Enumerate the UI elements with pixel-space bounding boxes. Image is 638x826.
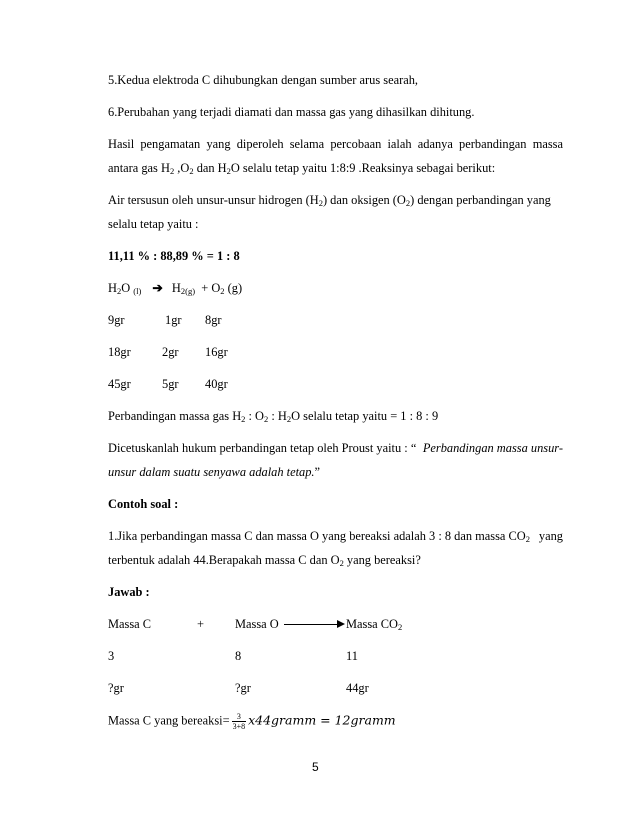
step-5-line: 5.Kedua elektroda C dihubungkan dengan sumber arus searah,: [108, 73, 419, 87]
arrow-head-icon: [337, 620, 345, 628]
step-6-line: 6.Perubahan yang terjadi diamati dan massa gas yang dihasilkan dihitung.: [108, 105, 475, 119]
proust-law-line-2: unsur dalam suatu senyawa adalah tetap.”: [108, 465, 321, 479]
mass-cell: 2gr: [162, 345, 179, 359]
mass-cell: 5gr: [162, 377, 179, 391]
fraction: $\frac{3}{3+8}$: [232, 712, 246, 731]
percentage-ratio: 11,11 % : 88,89 % = 1 : 8: [108, 249, 240, 263]
answer-heading: Jawab :: [108, 585, 150, 599]
mass-cell: 8gr: [205, 313, 222, 327]
page-number: 5: [312, 760, 319, 774]
mass-cell: 16gr: [205, 345, 228, 359]
final-calculation: Massa C yang bereaksi= $\frac{3}{3+8}$ x44gramm = 12gramm: [108, 712, 396, 731]
answer-cell: 44gr: [346, 681, 369, 695]
reaction-equation: $H_2O$ $_{(l)}$ ➔ $H_{2(g)} + O_2$ (g): [108, 281, 243, 296]
answer-cell: 8: [235, 649, 242, 663]
mass-cell: 18gr: [108, 345, 131, 359]
proust-law-line-1: Dicetuskanlah hukum perbandingan tetap oleh Proust yaitu : “ Perbandingan massa unsur-: [108, 441, 563, 455]
observation-line-2: antara gas $H_2$ $,O_2$ dan $H_2O$ selalu tetap yaitu 1:8:9 .Reaksinya sebagai berikut:: [108, 161, 496, 176]
mass-cell: 1gr: [165, 313, 182, 327]
answer-cell: ?gr: [235, 681, 251, 695]
question-line-1: 1.Jika perbandingan massa C dan massa O yang bereaksi adalah 3 : 8 dan massa $CO_2$ yang: [108, 529, 563, 544]
answer-header-c: Massa C: [108, 617, 152, 631]
mass-cell: 9gr: [108, 313, 125, 327]
answer-header-co2: Massa $CO_2$: [346, 617, 403, 632]
observation-line-1: Hasil pengamatan yang diperoleh selama percobaan ialah adanya perbandingan massa: [108, 137, 563, 151]
mass-cell: 45gr: [108, 377, 131, 391]
example-heading: Contoh soal :: [108, 497, 179, 511]
right-arrow-icon: ➔: [152, 281, 163, 295]
water-composition-line-2: selalu tetap yaitu :: [108, 217, 199, 231]
arrow-line: [284, 624, 339, 625]
ratio-statement: Perbandingan massa gas $H_2$ : $O_2$ : $H_2O$ selalu tetap yaitu = 1 : 8 : 9: [108, 409, 439, 424]
answer-header-o: Massa O: [235, 617, 279, 631]
mass-cell: 40gr: [205, 377, 228, 391]
answer-cell: 11: [346, 649, 358, 663]
answer-header-plus: +: [197, 617, 204, 631]
question-line-2: terbentuk adalah 44.Berapakah massa C dan $O_2$ yang bereaksi?: [108, 553, 421, 568]
answer-cell: ?gr: [108, 681, 124, 695]
water-composition-line-1: Air tersusun oleh unsur-unsur hidrogen $(H_2)$ dan oksigen $(O_2)$ dengan perbandingan yang: [108, 193, 551, 208]
answer-cell: 3: [108, 649, 115, 663]
